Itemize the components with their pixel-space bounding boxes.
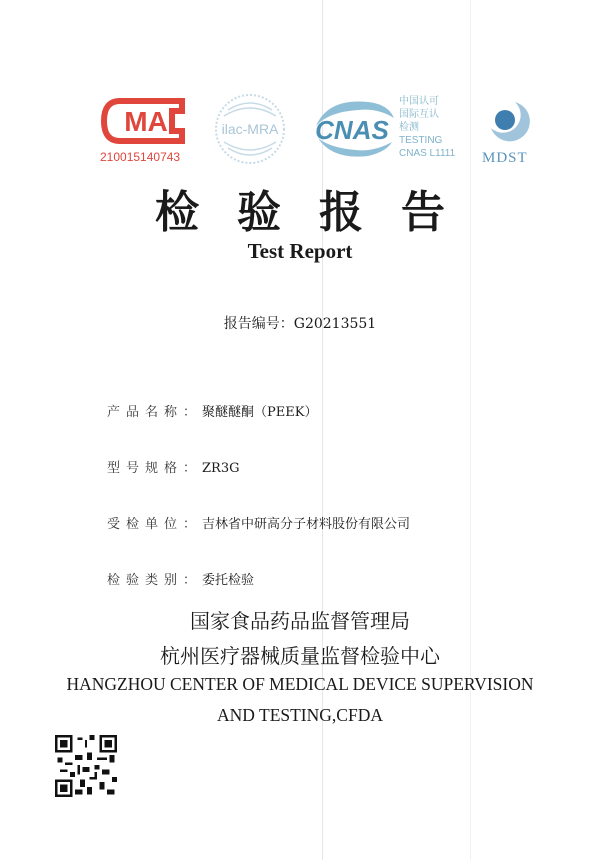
svg-text:ilac-MRA: ilac-MRA [221,121,279,137]
field-label: 型号规格： [107,461,203,476]
field-label: 产品名称： [107,405,203,420]
field-label: 检验类别： [107,573,203,588]
svg-text:CNAS: CNAS [315,115,389,145]
mdst-logo [485,98,537,142]
field-label: 受检单位： [107,517,203,532]
scan-line [470,0,471,860]
agency-name-cn-2: 杭州医疗器械质量监督检验中心 [160,644,440,668]
svg-text:MA: MA [124,106,168,137]
report-title-en: Test Report [247,239,353,263]
field-value: 吉林省中研高分子材料股份有限公司 [202,517,411,532]
ilac-mra-logo [210,92,290,166]
agency-name-en-1: HANGZHOU CENTER OF MEDICAL DEVICE SUPERVISION [66,674,534,694]
mdst-text: MDST [482,150,528,166]
cnas-caption: 中国认可 国际互认 检测 TESTING CNAS L1111 [399,96,456,159]
field-client [107,513,410,532]
report-number: 报告编号：G20213551 [223,316,377,332]
report-title-cn: 检验报告 [155,187,483,238]
field-value: ZR3G [202,461,240,476]
field-product-name [107,401,317,420]
field-test-type [107,569,254,588]
cnas-logo [308,96,396,162]
cma-number: 210015140743 [100,150,181,164]
agency-name-en-2: AND TESTING,CFDA [217,705,383,725]
field-model [107,457,240,476]
cma-logo [100,97,188,145]
qr-code [55,735,117,797]
field-value: 聚醚醚酮（PEEK） [202,405,318,420]
field-value: 委托检验 [202,573,255,588]
agency-name-cn-1: 国家食品药品监督管理局 [190,609,410,633]
